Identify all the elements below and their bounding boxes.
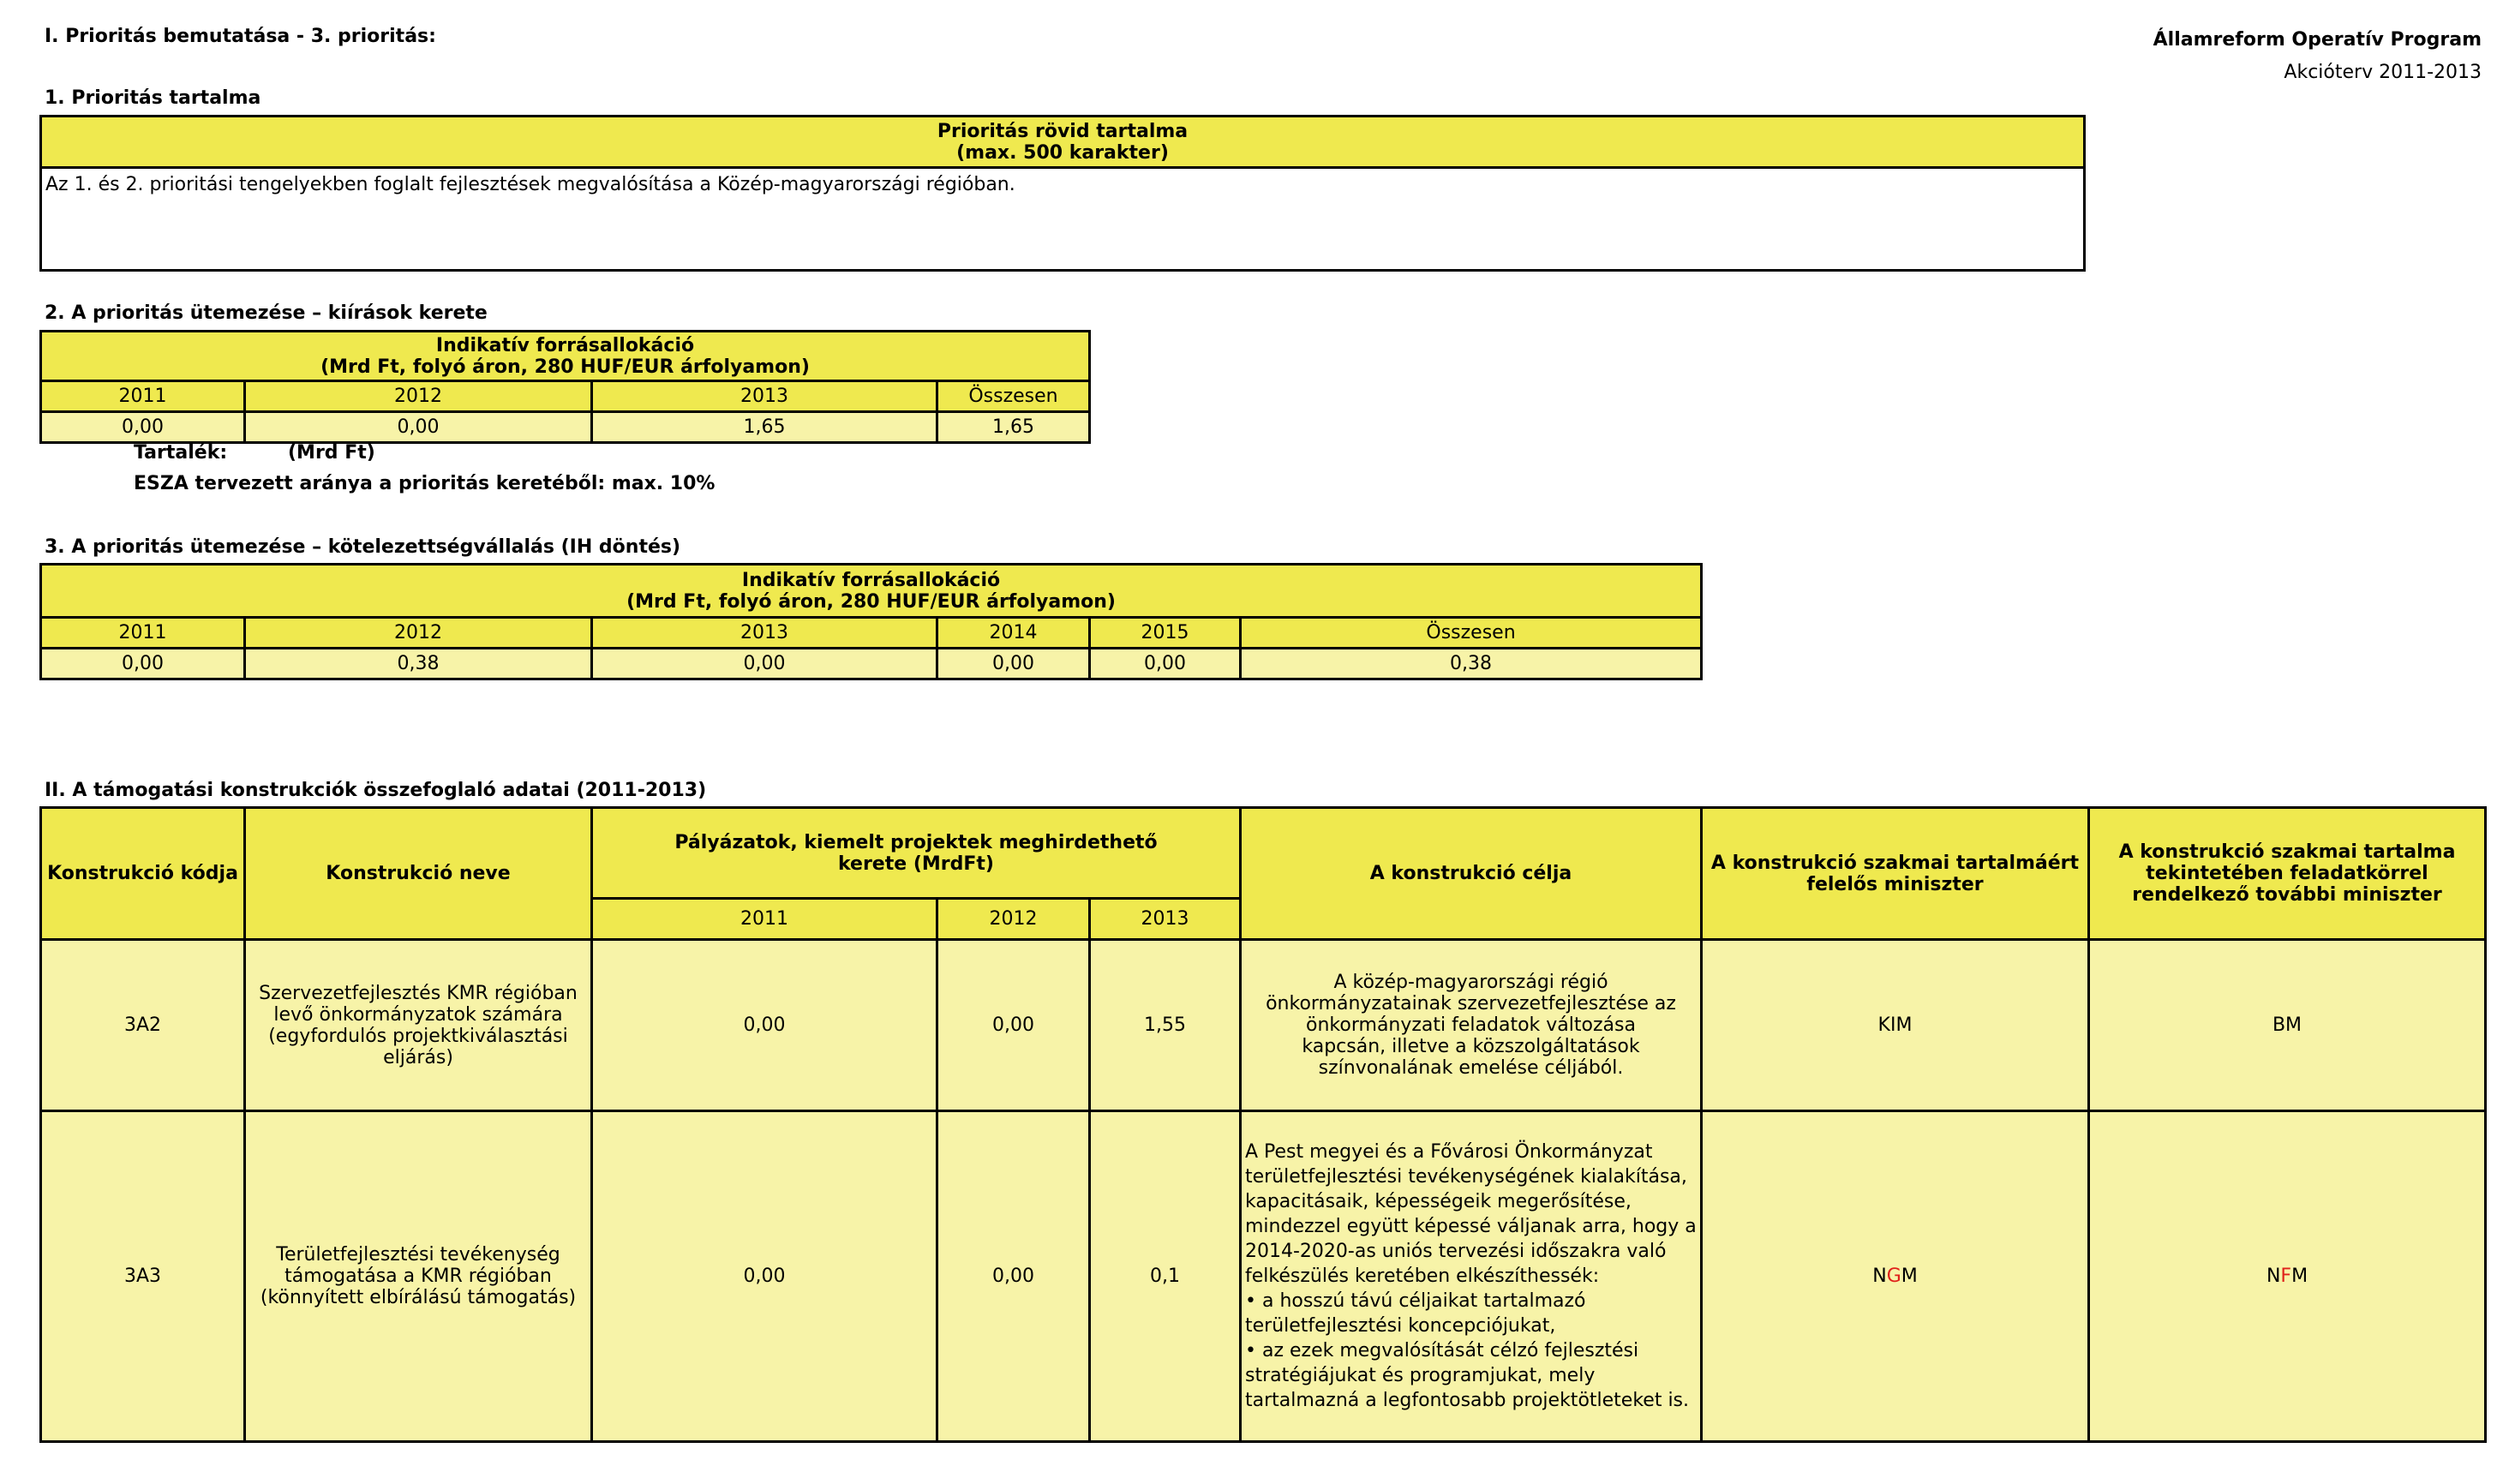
reserve-label: Tartalék: [134, 442, 228, 464]
value-cell: 0,00 [1090, 649, 1241, 679]
col-header: 2012 [245, 618, 592, 649]
col-header: 2012 [245, 381, 592, 412]
year-header: 2011 [592, 899, 937, 940]
goal-bullet: • a hosszú távú céljaikat tartalmazó területfejlesztési koncepciójukat, [1245, 1290, 1586, 1337]
value-cell: 0,00 [592, 649, 937, 679]
plan-period: Akcióterv 2011-2013 [2284, 62, 2482, 83]
value-cell: 0,00 [592, 1111, 937, 1442]
allocation-header: Indikatív forrásallokáció (Mrd Ft, folyó áron, 280 HUF/EUR árfolyamon) [41, 332, 1090, 381]
other-minister-cell: BM [2089, 940, 2486, 1111]
value-cell: 0,1 [1090, 1111, 1241, 1442]
col-header: Összesen [937, 381, 1090, 412]
constructions-table [39, 806, 2487, 1443]
value-cell: 1,65 [592, 412, 937, 443]
goal-bullet: • az ezek megvalósítását célzó fejlesztési stratégiájukat és programjukat, mely tartalmazná a legfontosabb projektötleteket is. [1245, 1340, 1690, 1411]
col-header: Összesen [1241, 618, 1702, 649]
minister-cell: NGM [1702, 1111, 2089, 1442]
goal-intro: A Pest megyei és a Fővárosi Önkormányzat területfejlesztési tevékenységének kialakítása, kapacitásaik, képességeik megerősítése, mindezzel együtt képessé váljanak arra, hogy a 2014-2020-as uniós tervezési időszakra való felkészülés keretében elkészíthessék: [1245, 1141, 1697, 1287]
section-title: I. Prioritás bemutatása - 3. prioritás: [45, 26, 436, 47]
value-cell: 1,65 [937, 412, 1090, 443]
year-header: 2012 [937, 899, 1090, 940]
schedule-calls-heading: 2. A prioritás ütemezése – kiírások kerete [45, 302, 488, 324]
value-cell: 0,38 [1241, 649, 1702, 679]
constructions-heading: II. A támogatási konstrukciók összefoglaló adatai (2011-2013) [45, 780, 707, 801]
schedule-commitment-table [39, 563, 1703, 680]
value-cell: 0,00 [41, 649, 245, 679]
value-cell: 1,55 [1090, 940, 1241, 1111]
col-code-header: Konstrukció kódja [41, 808, 245, 940]
col-header: 2011 [41, 381, 245, 412]
name-cell: Szervezetfejlesztés KMR régióban levő önkormányzatok számára (egyfordulós projektkiválasztási eljárás) [245, 940, 592, 1111]
value-cell: 0,00 [937, 649, 1090, 679]
value-cell: 0,00 [245, 412, 592, 443]
priority-content-text: Az 1. és 2. prioritási tengelyekben foglalt fejlesztések megvalósítása a Közép-magyarországi régióban. [41, 168, 2085, 271]
schedule-calls-table [39, 330, 1091, 444]
col-goal-header: A konstrukció célja [1241, 808, 1702, 940]
col-budget-header: Pályázatok, kiemelt projektek meghirdethető kerete (MrdFt) [592, 808, 1241, 899]
table-row [41, 1111, 2486, 1442]
year-header: 2013 [1090, 899, 1241, 940]
value-cell: 0,00 [937, 940, 1090, 1111]
col-header: 2014 [937, 618, 1090, 649]
table-row [41, 940, 2486, 1111]
priority-content-table [39, 115, 2086, 272]
priority-content-header: Prioritás rövid tartalma (max. 500 karakter) [41, 117, 2085, 168]
col-name-header: Konstrukció neve [245, 808, 592, 940]
col-minister-header: A konstrukció szakmai tartalmáért felelős miniszter [1702, 808, 2089, 940]
reserve-unit: (Mrd Ft) [288, 442, 375, 464]
goal-cell: A közép-magyarországi régió önkormányzatainak szervezetfejlesztése az önkormányzati feladatok változása kapcsán, illetve a közszolgáltatások színvonalának emelése céljából. [1241, 940, 1702, 1111]
priority-content-heading: 1. Prioritás tartalma [45, 87, 261, 109]
value-cell: 0,38 [245, 649, 592, 679]
col-other-minister-header: A konstrukció szakmai tartalma tekintetében feladatkörrel rendelkező további miniszter [2089, 808, 2486, 940]
col-header: 2013 [592, 381, 937, 412]
value-cell: 0,00 [937, 1111, 1090, 1442]
minister-cell: KIM [1702, 940, 2089, 1111]
name-cell: Területfejlesztési tevékenység támogatása a KMR régióban (könnyített elbírálású támogatás) [245, 1111, 592, 1442]
value-cell: 0,00 [592, 940, 937, 1111]
allocation-header: Indikatív forrásallokáció (Mrd Ft, folyó áron, 280 HUF/EUR árfolyamon) [41, 565, 1702, 618]
esza-ratio: ESZA tervezett aránya a prioritás keretéből: max. 10% [134, 473, 716, 494]
code-cell: 3A3 [41, 1111, 245, 1442]
col-header: 2015 [1090, 618, 1241, 649]
other-minister-cell: NFM [2089, 1111, 2486, 1442]
col-header: 2013 [592, 618, 937, 649]
col-header: 2011 [41, 618, 245, 649]
program-name: Államreform Operatív Program [2153, 29, 2482, 51]
code-cell: 3A2 [41, 940, 245, 1111]
goal-cell [1241, 1111, 1702, 1442]
value-cell: 0,00 [41, 412, 245, 443]
schedule-commitment-heading: 3. A prioritás ütemezése – kötelezettségvállalás (IH döntés) [45, 536, 681, 558]
